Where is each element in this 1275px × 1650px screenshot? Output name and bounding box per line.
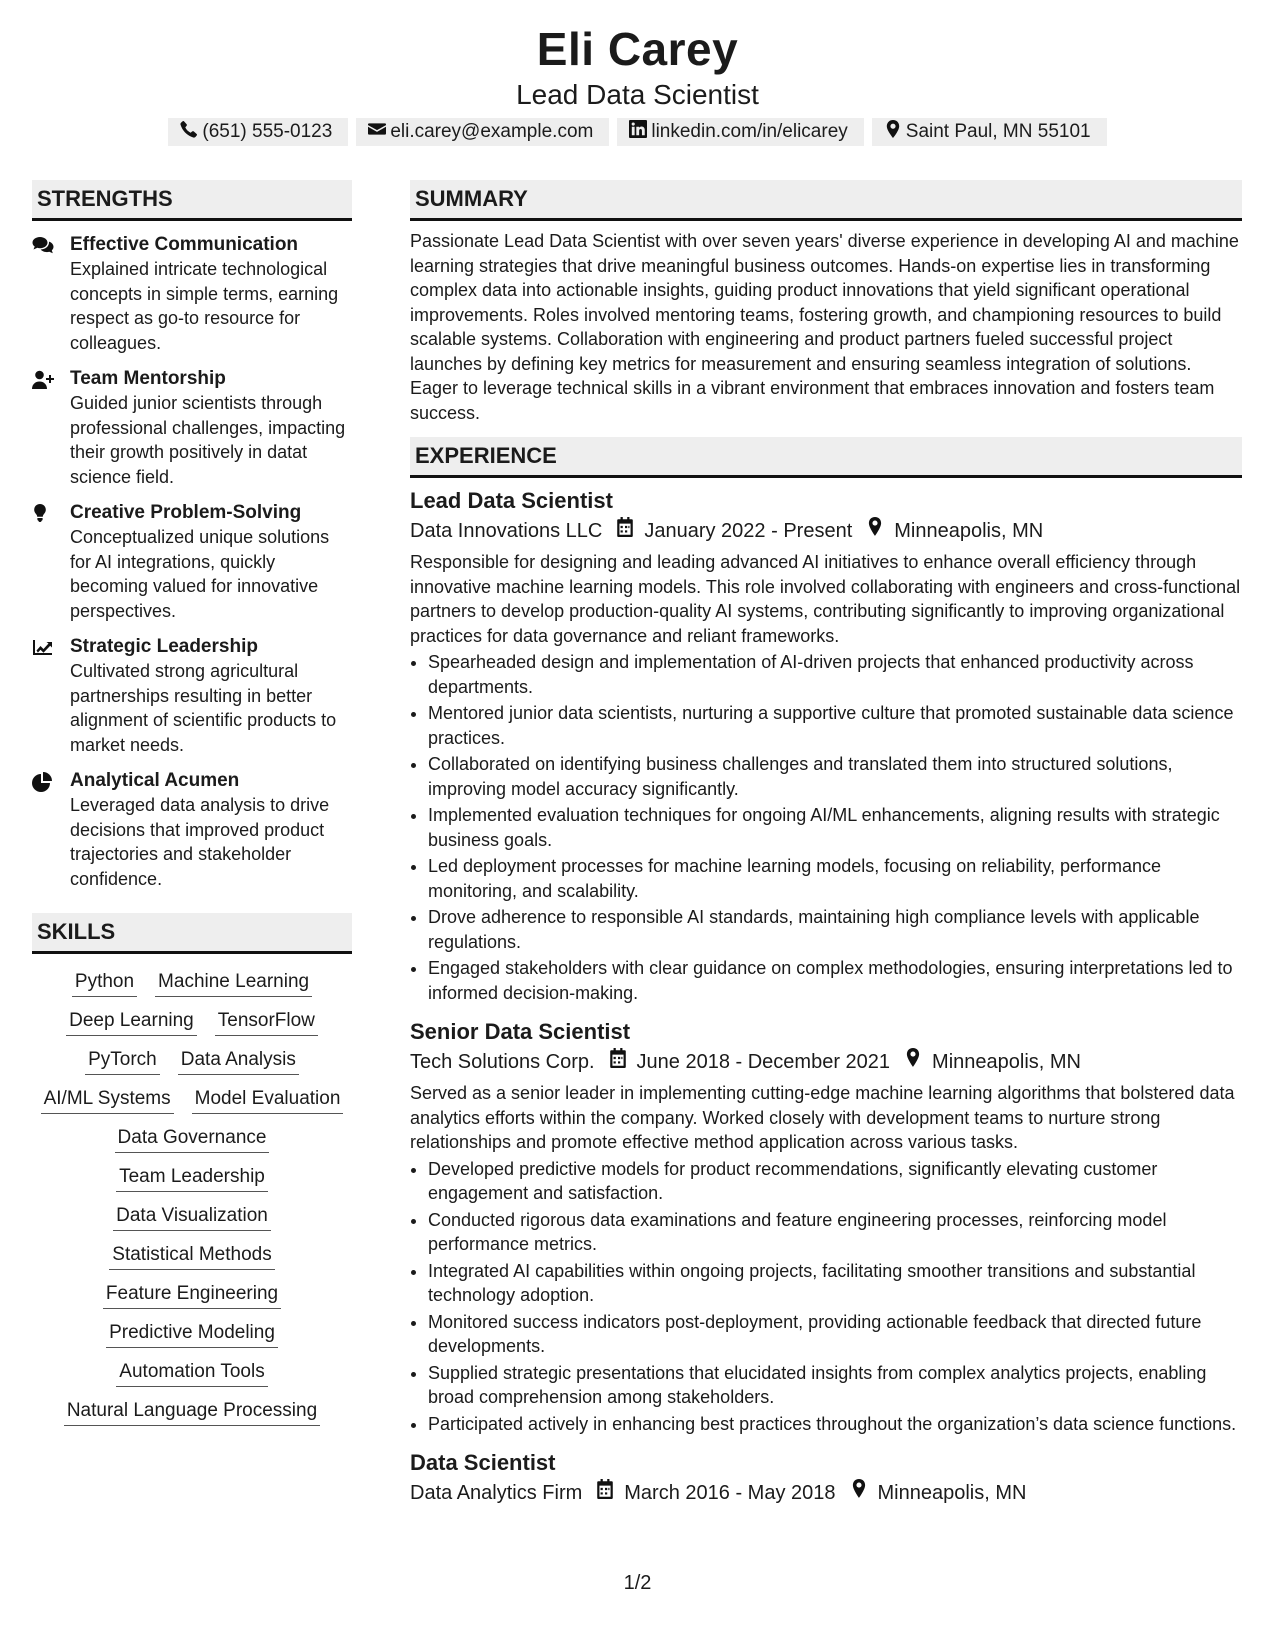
job-bullet: • Spearheaded design and implementation of AI-driven projects that enhanced productivity across departments. bbox=[428, 650, 1242, 699]
skill-tag: Machine Learning bbox=[155, 968, 312, 997]
contact-email[interactable] bbox=[356, 118, 609, 146]
skill-tag: TensorFlow bbox=[215, 1007, 318, 1036]
job-meta bbox=[410, 516, 1242, 546]
skill-tag: Automation Tools bbox=[116, 1358, 267, 1387]
job-bullet: • Participated actively in enhancing best practices throughout the organization’s data science functions. bbox=[428, 1412, 1242, 1437]
left-column bbox=[32, 180, 352, 1426]
skill-tag: Data Analysis bbox=[178, 1046, 299, 1075]
job-location: Minneapolis, MN bbox=[894, 520, 1044, 542]
job-bullet: • Implemented evaluation techniques for ongoing AI/ML enhancements, aligning results with strategic business goals. bbox=[428, 803, 1242, 852]
linkedin-text: linkedin.com/in/elicarey bbox=[651, 121, 848, 142]
phone-text: (651) 555-0123 bbox=[202, 121, 333, 142]
job-bullet: • Conducted rigorous data examinations and feature engineering processes, reinforcing model performance metrics. bbox=[428, 1208, 1242, 1257]
candidate-title: Lead Data Scientist bbox=[516, 79, 759, 110]
job-bullet: • Mentored junior data scientists, nurturing a supportive culture that promoted sustainable data science practices. bbox=[428, 701, 1242, 750]
job-bullet: • Engaged stakeholders with clear guidance on complex methodologies, ensuring interpretations led to informed decision-making. bbox=[428, 956, 1242, 1005]
job-meta bbox=[410, 1478, 1242, 1508]
job-description: Served as a senior leader in implementing cutting-edge machine learning algorithms that bolstered data analytics efforts within the company. Worked closely with development teams to nurture strong relationships and promote effective method application across various tasks. bbox=[410, 1083, 1235, 1152]
skill-tag: Data Visualization bbox=[113, 1202, 271, 1231]
contact-phone[interactable] bbox=[168, 118, 348, 146]
skill-tag: Natural Language Processing bbox=[64, 1397, 320, 1426]
job-location: Minneapolis, MN bbox=[877, 1482, 1027, 1504]
job-bullet: • Monitored success indicators post-deployment, providing actionable feedback that directed future developments. bbox=[428, 1310, 1242, 1359]
job-dates: March 2016 - May 2018 bbox=[624, 1482, 836, 1504]
map-marker-icon bbox=[852, 516, 894, 546]
right-column bbox=[410, 180, 1242, 1508]
skill-tag: PyTorch bbox=[85, 1046, 160, 1075]
skill-tag: Team Leadership bbox=[116, 1163, 268, 1192]
skill-tag: Statistical Methods bbox=[109, 1241, 274, 1270]
strength-desc: Conceptualized unique solutions for AI integrations, quickly becoming valued for innovative perspectives. bbox=[70, 527, 330, 621]
skill-tag: Model Evaluation bbox=[192, 1085, 344, 1114]
contact-linkedin[interactable] bbox=[617, 118, 863, 146]
strength-item bbox=[32, 367, 352, 489]
job-company: Data Analytics Firm bbox=[410, 1482, 583, 1504]
strength-desc: Guided junior scientists through professional challenges, impacting their growth positively in datat science field. bbox=[70, 393, 346, 487]
job-title: Senior Data Scientist bbox=[410, 1019, 631, 1044]
job-description: Responsible for designing and leading advanced AI initiatives to enhance overall efficiency through innovative machine learning models. This role involved collaborating with engineers and cross-functional partners to develop production-quality AI systems, contributing significantly to improving organizational practices for data governance and reliant frameworks. bbox=[410, 552, 1241, 646]
strength-title: Analytical Acumen bbox=[70, 770, 240, 791]
strength-title: Team Mentorship bbox=[70, 368, 226, 389]
linkedin-icon bbox=[629, 120, 647, 144]
calendar-icon bbox=[595, 1047, 637, 1077]
job-bullets bbox=[410, 650, 1242, 1005]
skill-tag: Python bbox=[72, 968, 137, 997]
job-bullet: • Drove adherence to responsible AI standards, maintaining high compliance levels with applicable regulations. bbox=[428, 905, 1242, 954]
job-entry bbox=[410, 1017, 1242, 1436]
job-title: Lead Data Scientist bbox=[410, 488, 613, 513]
map-marker-icon bbox=[836, 1478, 878, 1508]
calendar-icon bbox=[602, 516, 644, 546]
summary-heading: SUMMARY bbox=[410, 180, 1242, 221]
map-marker-icon bbox=[890, 1047, 932, 1077]
job-title: Data Scientist bbox=[410, 1450, 556, 1475]
summary-text: Passionate Lead Data Scientist with over seven years' diverse experience in developing AI and machine learning strategies that drive meaningful business outcomes. Hands-on expertise lies in transforming complex data into actionable insights, guiding product innovations that yield significant operational improvements. Roles involved mentoring teams, fostering growth, and championing resources to build scalable systems. Collaboration with engineering and product partners fueled successful project launches by defining key metrics for measurement and ensuring seamless integration of solutions. Eager to leverage technical skills in a vibrant environment that embraces innovation and fosters team success. bbox=[410, 231, 1239, 423]
job-bullet: • Led deployment processes for machine learning models, focusing on reliability, performance monitoring, and scalability. bbox=[428, 854, 1242, 903]
skill-tag: Deep Learning bbox=[66, 1007, 197, 1036]
email-text: eli.carey@example.com bbox=[390, 121, 594, 142]
user-plus-icon bbox=[32, 367, 70, 489]
experience-heading: EXPERIENCE bbox=[410, 437, 1242, 478]
job-entry bbox=[410, 486, 1242, 1005]
strength-title: Creative Problem-Solving bbox=[70, 502, 302, 523]
candidate-name: Eli Carey bbox=[536, 23, 739, 75]
job-bullet: • Developed predictive models for product recommendations, significantly elevating customer engagement and satisfaction. bbox=[428, 1157, 1242, 1206]
page-number: 1/2 bbox=[623, 1572, 652, 1594]
resume-header bbox=[0, 22, 1275, 146]
chart-pie-icon bbox=[32, 769, 70, 891]
contact-location bbox=[872, 118, 1107, 146]
skills-heading: SKILLS bbox=[32, 913, 352, 954]
skills-list bbox=[32, 968, 352, 1426]
skill-tag: Predictive Modeling bbox=[106, 1319, 278, 1348]
skill-tag: Feature Engineering bbox=[103, 1280, 281, 1309]
strengths-heading: STRENGTHS bbox=[32, 180, 352, 221]
strength-title: Effective Communication bbox=[70, 234, 299, 255]
strength-item bbox=[32, 233, 352, 355]
strength-desc: Cultivated strong agricultural partnerships resulting in better alignment of scientific products to market needs. bbox=[70, 661, 337, 755]
strength-title: Strategic Leadership bbox=[70, 636, 258, 657]
job-bullet: • Integrated AI capabilities within ongoing projects, facilitating smoother transitions and substantial technology adoption. bbox=[428, 1259, 1242, 1308]
job-dates: January 2022 - Present bbox=[644, 520, 853, 542]
experience-list bbox=[410, 486, 1242, 1508]
job-dates: June 2018 - December 2021 bbox=[636, 1051, 891, 1073]
calendar-icon bbox=[582, 1478, 624, 1508]
skill-tag: AI/ML Systems bbox=[41, 1085, 174, 1114]
contact-bar bbox=[0, 118, 1275, 146]
strength-desc: Explained intricate technological concepts in simple terms, earning respect as go-to resource for colleagues. bbox=[70, 259, 339, 353]
lightbulb-icon bbox=[32, 501, 70, 623]
strength-item bbox=[32, 501, 352, 623]
job-company: Data Innovations LLC bbox=[410, 520, 603, 542]
phone-icon bbox=[180, 120, 198, 144]
job-entry bbox=[410, 1448, 1242, 1508]
job-bullets bbox=[410, 1157, 1242, 1437]
job-bullet: • Supplied strategic presentations that elucidated insights from complex analytics projects, enabling broad comprehension among stakeholders. bbox=[428, 1361, 1242, 1410]
location-text: Saint Paul, MN 55101 bbox=[905, 121, 1091, 142]
chart-line-icon bbox=[32, 635, 70, 757]
job-meta bbox=[410, 1047, 1242, 1077]
strength-desc: Leveraged data analysis to drive decisions that improved product trajectories and stakeholder confidence. bbox=[70, 795, 330, 889]
job-company: Tech Solutions Corp. bbox=[410, 1051, 595, 1073]
job-location: Minneapolis, MN bbox=[932, 1051, 1081, 1073]
map-marker-icon bbox=[884, 120, 902, 144]
envelope-icon bbox=[368, 120, 386, 144]
strength-item bbox=[32, 769, 352, 891]
skill-tag: Data Governance bbox=[115, 1124, 270, 1153]
strength-item bbox=[32, 635, 352, 757]
job-bullet: • Collaborated on identifying business challenges and translated them into structured solutions, improving model accuracy significantly. bbox=[428, 752, 1242, 801]
comments-icon bbox=[32, 233, 70, 355]
